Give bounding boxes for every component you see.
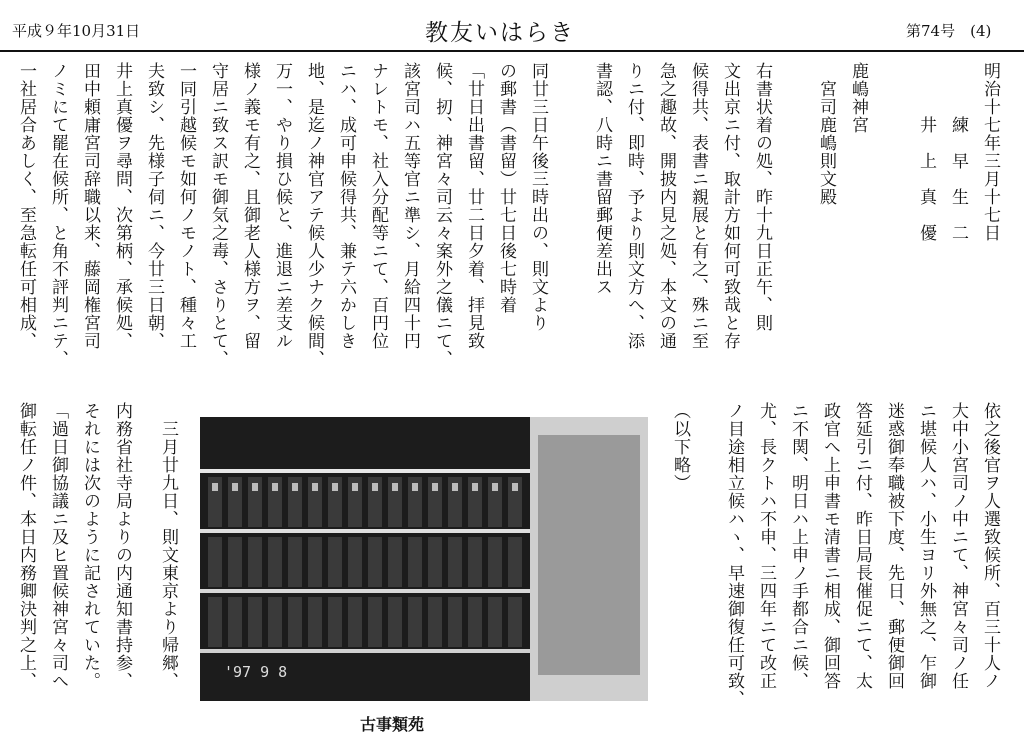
- bookshelf-photo: [200, 417, 648, 701]
- text-column: 書認、八時ニ書留郵便差出ス: [592, 62, 612, 296]
- text-column: 尤、長クトハ不申、三四年ニて改正: [756, 402, 776, 690]
- text-column: 答延引ニ付、昨日局長催促ニて、太: [852, 402, 872, 690]
- text-column: 政官へ上申書モ清書ニ相成、御回答: [820, 402, 840, 690]
- issue-number: 第74号 (4): [906, 22, 992, 40]
- text-column: 一同引越候モ如何ノモノト、種々工: [176, 62, 196, 350]
- text-column: 鹿嶋神宮: [848, 62, 868, 134]
- text-column: 井上真優ヲ尋問、次第柄、承候処、: [112, 62, 132, 350]
- photo-date-stamp: '97 9 8: [224, 663, 288, 681]
- text-column: 同廿三日午後三時出の、則文より: [528, 62, 548, 332]
- text-column: ノミにて罷在候所、と角不評判ニテ、: [48, 62, 68, 368]
- text-column: ノ目途相立候ハヽ、早速御復任可致、: [724, 402, 744, 708]
- text-column: 万一、やり損ひ候と、進退ニ差支ル: [272, 62, 292, 350]
- text-column: 一社居合あしく、至急転任可相成、: [16, 62, 36, 350]
- text-column: の郵書（書留）廿七日後七時着: [496, 62, 516, 314]
- text-column: 地、是迄ノ神官アテ候人少ナク候間、: [304, 62, 324, 368]
- text-column: 内務省社寺局よりの内通知書持参、: [112, 402, 132, 690]
- text-column: 急之趣故、開披内見之処、本文の通: [656, 62, 676, 350]
- text-column: 大中小宮司ノ中ニて、神宮々司ノ任: [948, 402, 968, 690]
- text-column: ニ堪候人ハ、小生ヨリ外無之、乍御: [916, 402, 936, 690]
- text-column: 守居ニ致ス訳モ御気之毒、さりとて、: [208, 62, 228, 368]
- text-column: 「過日御協議ニ及ヒ置候神宮々司へ: [48, 402, 68, 690]
- issue-date: 平成９年10月31日: [12, 22, 141, 40]
- text-column: りニ付、即時、予より則文方へ、添: [624, 62, 644, 350]
- text-column: ナレトモ、社入分配等ニて、百円位: [368, 62, 388, 350]
- photo-caption: 古事類苑: [360, 715, 425, 734]
- text-column: 三月廿九日、則文東京より帰郷、: [158, 402, 178, 690]
- text-column: 様ノ義モ有之、且御老人様方ヲ、留: [240, 62, 260, 350]
- header-rule: [0, 50, 1024, 52]
- text-column: それには次のように記されていた。: [80, 402, 100, 690]
- text-column: 田中頼庸宮司辞職以来、藤岡権宮司: [80, 62, 100, 350]
- text-column: 御転任ノ件、本日内務卿決判之上、: [16, 402, 36, 690]
- text-column: ニハ、成可申候得共、兼テ六かしき: [336, 62, 356, 350]
- text-column: 宮司鹿嶋則文殿: [816, 62, 836, 206]
- text-column: 文出京ニ付、取計方如何可致哉と存: [720, 62, 740, 350]
- text-column: 迷惑御奉職被下度、先日、郵便御回: [884, 402, 904, 690]
- text-column: （以下略）: [670, 402, 690, 492]
- text-column: ニ不関、明日ハ上申ノ手都合ニ候、: [788, 402, 808, 690]
- text-column: 練 早 生 二: [948, 62, 968, 242]
- text-column: 候、扨、神宮々司云々案外之儀ニて、: [432, 62, 452, 368]
- text-column: 「廿日出書留、廿二日夕着、拝見致: [464, 62, 484, 350]
- bookshelf-image: [200, 417, 648, 701]
- text-column: 右書状着の処、昨十九日正午、則: [752, 62, 772, 332]
- newsletter-title: 教友いはらき: [425, 20, 575, 46]
- text-column: 該宮司ハ五等官ニ準シ、月給四十円: [400, 62, 420, 350]
- text-column: 井 上 真 優: [916, 62, 936, 242]
- text-column: 候得共、表書ニ親展と有之、殊ニ至: [688, 62, 708, 350]
- page-header: [0, 0, 1024, 52]
- text-column: 明治十七年三月十七日: [980, 62, 1000, 242]
- text-column: 夫致シ、先様子伺ニ、今廿三日朝、: [144, 62, 164, 350]
- text-column: 依之後官ヲ人選致候所、百三十人ノ: [980, 402, 1000, 690]
